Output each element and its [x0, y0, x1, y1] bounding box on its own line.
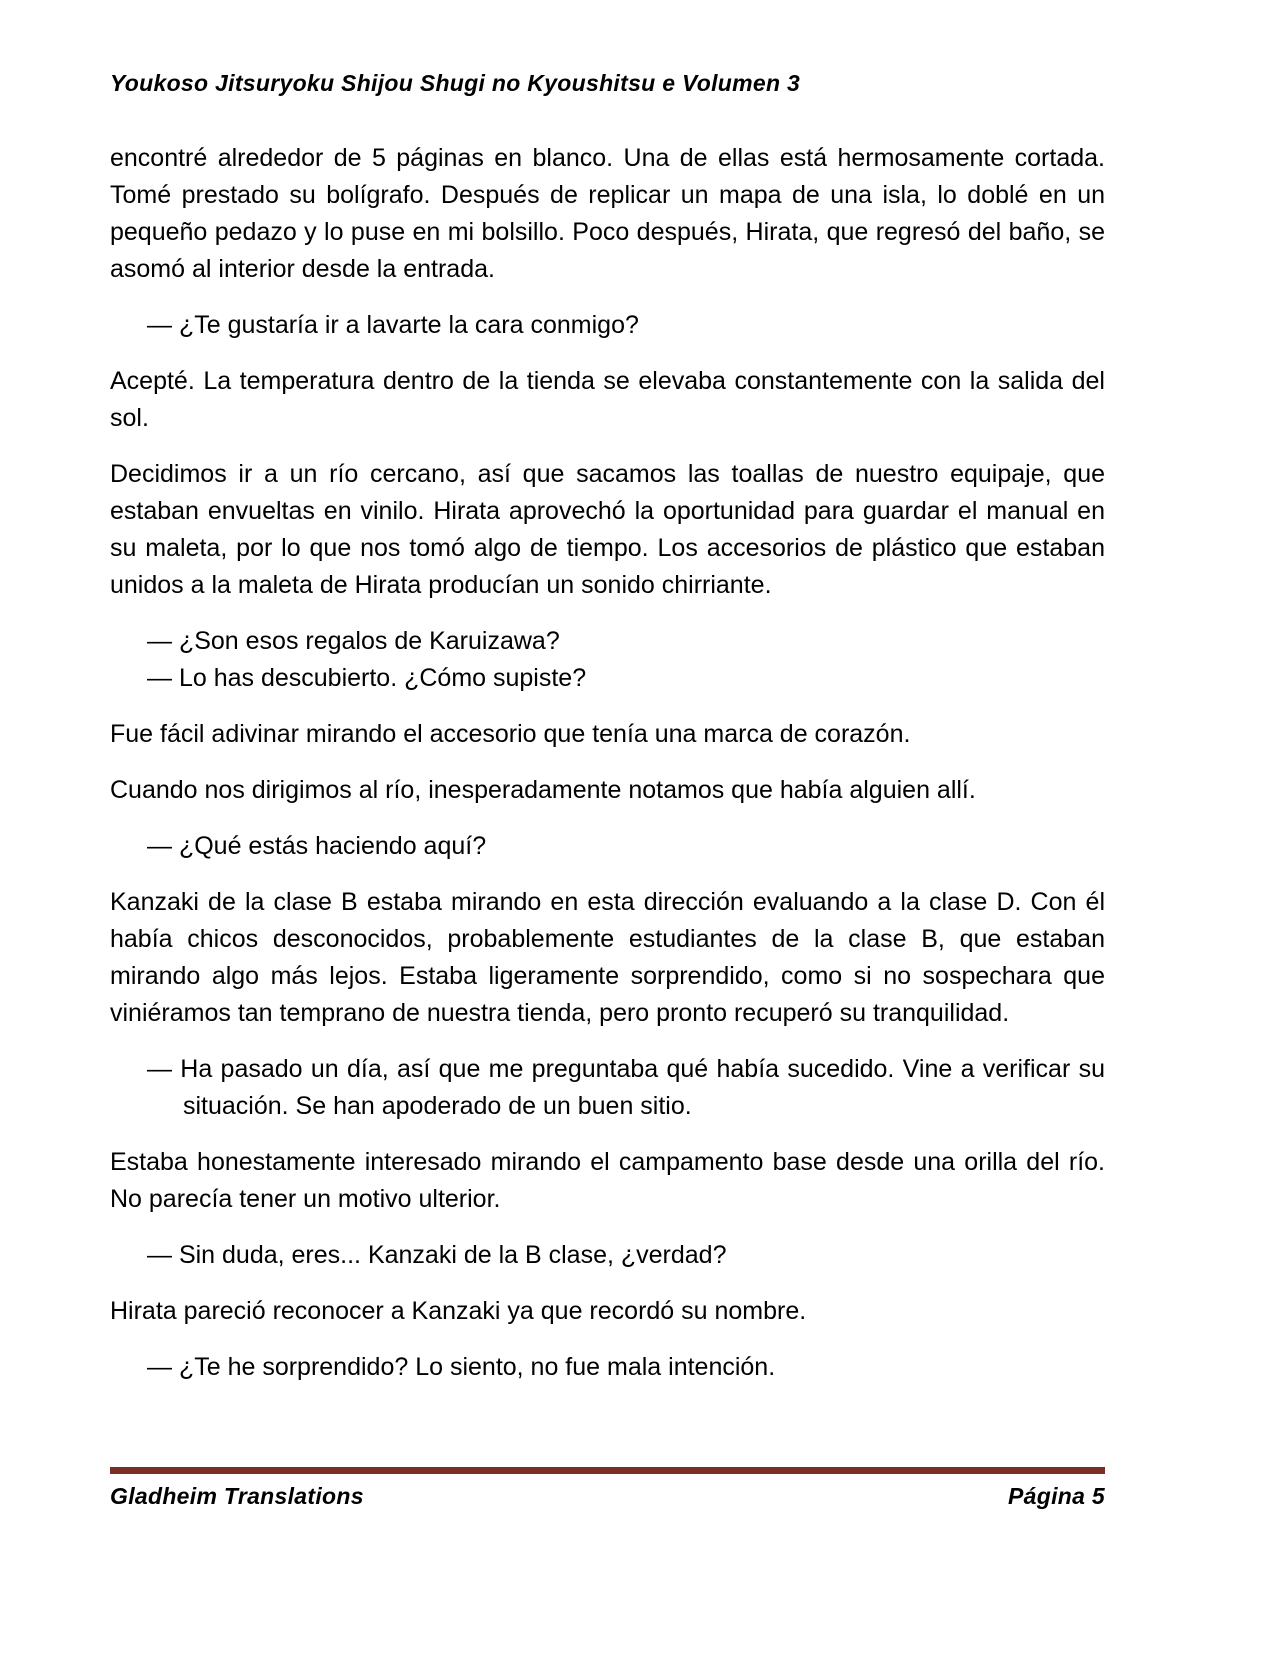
dialogue-paragraph: — ¿Son esos regalos de Karuizawa?: [147, 627, 560, 655]
document-body: [110, 140, 1105, 1405]
body-paragraph: Decidimos ir a un río cercano, así que sacamos las toallas de nuestro equipaje, que estaban envueltas en vinilo. Hirata aprovechó la oportunidad para guardar el manual en su maleta, por lo que nos tomó algo de tiempo. Los accesorios de plástico que estaban unidos a la maleta de Hirata producían un sonido chirriante.: [110, 460, 1105, 599]
dialogue-paragraph: — Ha pasado un día, así que me preguntaba qué había sucedido. Vine a verificar su situación. Se han apoderado de un buen sitio.: [147, 1055, 1105, 1120]
footer-row: [110, 1483, 1105, 1510]
body-paragraph: Kanzaki de la clase B estaba mirando en esta dirección evaluando a la clase D. Con él había chicos desconocidos, probablemente estudiantes de la clase B, que estaban mirando algo más lejos. Estaba ligeramente sorprendido, como si no sospechara que viniéramos tan temprano de nuestra tienda, pero pronto recuperó su tranquilidad.: [110, 888, 1105, 1027]
body-paragraph: Fue fácil adivinar mirando el accesorio que tenía una marca de corazón.: [110, 720, 911, 748]
page-footer: [110, 1467, 1105, 1510]
footer-page-number: Página 5: [1008, 1483, 1105, 1509]
header-title: Youkoso Jitsuryoku Shijou Shugi no Kyoushitsu e Volumen 3: [110, 70, 801, 96]
body-paragraph: Cuando nos dirigimos al río, inesperadamente notamos que había alguien allí.: [110, 776, 976, 804]
page-header: [110, 70, 1105, 97]
footer-divider: [110, 1467, 1105, 1474]
dialogue-paragraph: — Sin duda, eres... Kanzaki de la B clase, ¿verdad?: [147, 1241, 727, 1269]
body-paragraph: Estaba honestamente interesado mirando el campamento base desde una orilla del río. No parecía tener un motivo ulterior.: [110, 1148, 1105, 1213]
footer-translator-credit: Gladheim Translations: [110, 1483, 364, 1509]
body-paragraph: Acepté. La temperatura dentro de la tienda se elevaba constantemente con la salida del sol.: [110, 367, 1105, 432]
dialogue-paragraph: — ¿Qué estás haciendo aquí?: [147, 832, 487, 860]
dialogue-paragraph: — Lo has descubierto. ¿Cómo supiste?: [147, 664, 587, 692]
dialogue-paragraph: — ¿Te gustaría ir a lavarte la cara conmigo?: [147, 311, 639, 339]
body-paragraph: Hirata pareció reconocer a Kanzaki ya que recordó su nombre.: [110, 1297, 807, 1325]
dialogue-paragraph: — ¿Te he sorprendido? Lo siento, no fue mala intención.: [147, 1353, 776, 1381]
body-paragraph: encontré alrededor de 5 páginas en blanco. Una de ellas está hermosamente cortada. Tomé prestado su bolígrafo. Después de replicar un mapa de una isla, lo doblé en un pequeño pedazo y lo puse en mi bolsillo. Poco después, Hirata, que regresó del baño, se asomó al interior desde la entrada.: [110, 144, 1105, 283]
